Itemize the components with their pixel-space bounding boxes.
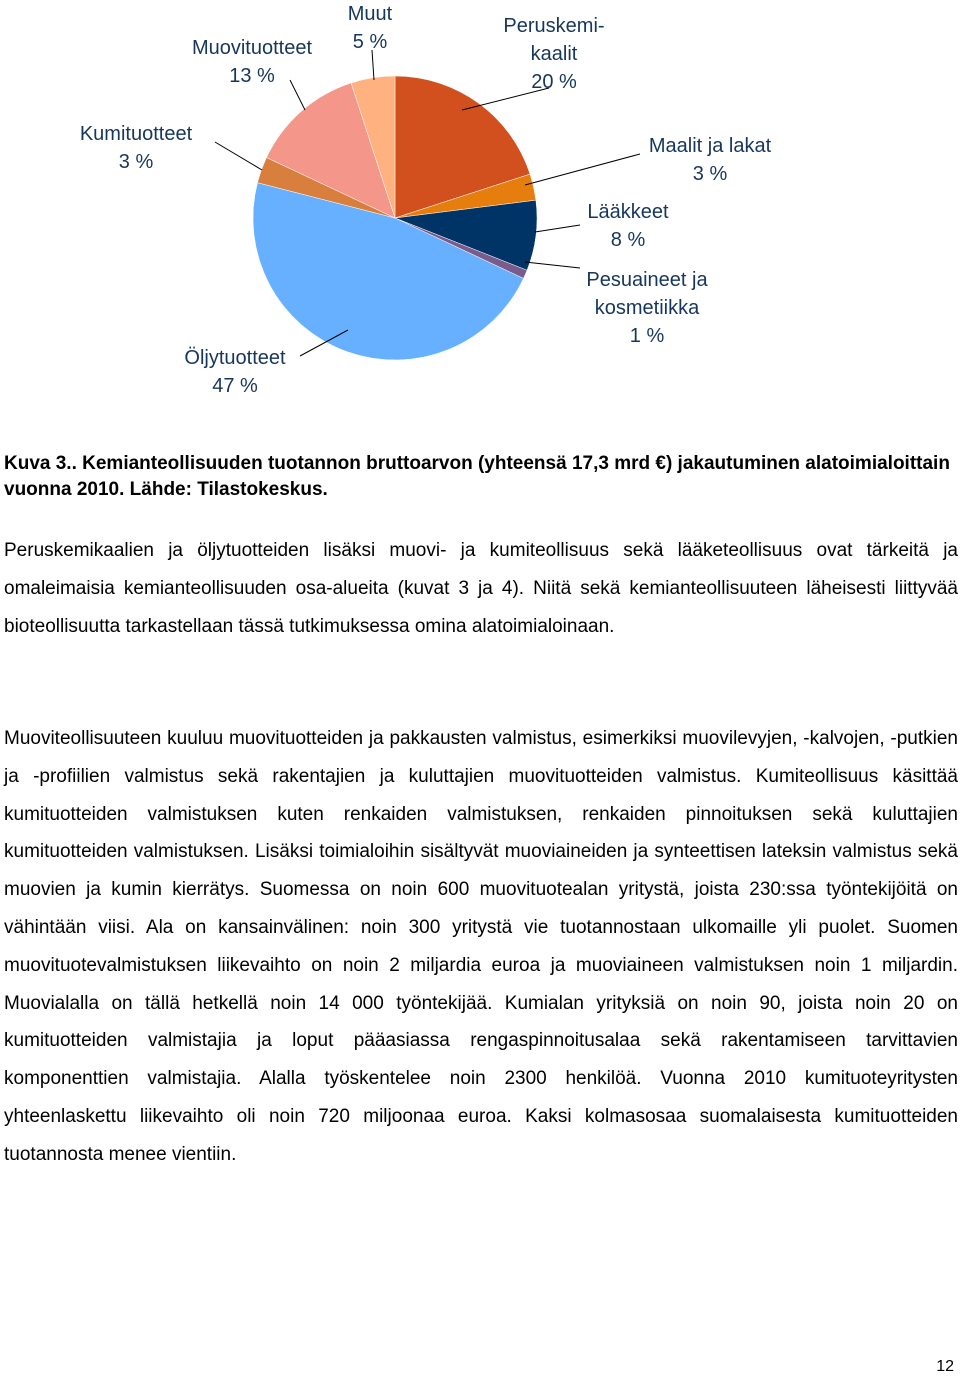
page-number: 12 — [936, 1358, 954, 1375]
slice-label-7: Muut 5 % — [347, 3, 393, 53]
leader-line-7 — [372, 50, 374, 80]
body-paragraph-2: Muoviteollisuuteen kuuluu muovituotteiden ja pakkausten valmistus, esimerkiksi muovilevyjen, -kalvojen, -putkien ja -profiilien valmistus sekä rakentajien ja kuluttajien muovituotteiden valmistus. Kumiteollisuus käsittää kumituotteiden valmistuksen kuten renkaiden valmistuksen, renkaiden pinnoituksen sekä kuluttajien kumituotteiden valmistuksen. Lisäksi toimialoihin sisältyvät muoviaineiden ja synteettisen lateksin valmistus sekä muovien ja kumin kierrätys. Suomessa on noin 600 muovituotealan yritystä, joista 230:ssa työntekijöitä on vähintään viisi. Ala on kansainvälinen: noin 300 yritystä vie tuotannostaan ulkomaille yli puolet. Suomen muovituotevalmistuksen liikevaihto on noin 2 miljardia euroa ja muoviaineen valmistuksen noin 1 miljardin. Muovialalla on tällä hetkellä noin 14 000 työntekijää. Kumialan yrityksiä on noin 90, joista noin 20 on kumituotteiden valmistajia ja loput pääasiassa rengaspinnoitusalaa sekä rakentamiseen tarvittavien komponenttien valmistajia. Alalla työskentelee noin 2300 henkilöä. Vuonna 2010 kumituoteyritysten yhteenlaskettu liikevaihto oli noin 720 miljoonaa euroa. Kaksi kolmasosaa suomalaisesta kumituotteiden tuotannosta menee vientiin. — [4, 728, 958, 1165]
leader-line-6 — [290, 80, 305, 110]
pie-slices — [253, 76, 537, 360]
figure-caption: Kuva 3.. Kemianteollisuuden tuotannon bruttoarvon (yhteensä 17,3 mrd €) jakautuminen alatoimialoittain vuonna 2010. Lähde: Tilastokeskus. — [4, 453, 950, 500]
pie-chart — [0, 0, 960, 410]
slice-label-5: Kumituotteet 3 % — [79, 123, 193, 173]
slice-label-1: Maalit ja lakat 3 % — [648, 135, 772, 185]
slice-label-6: Muovituotteet 13 % — [191, 37, 313, 87]
slice-label-2: Lääkkeet 8 % — [587, 201, 669, 251]
slice-label-3: Pesuaineet ja kosmetiikka 1 % — [586, 269, 708, 347]
slice-label-4: Öljytuotteet 47 % — [184, 347, 286, 397]
leader-line-2 — [535, 225, 580, 232]
leader-line-5 — [215, 142, 262, 170]
slice-label-0: Peruskemi-kaalit 20 % — [503, 15, 605, 93]
leader-line-1 — [525, 154, 640, 185]
body-paragraph-1: Peruskemikaalien ja öljytuotteiden lisäksi muovi- ja kumiteollisuus sekä lääketeollisuus ovat tärkeitä ja omaleimaisia kemianteollisuuden osa-alueita (kuvat 3 ja 4). Niitä sekä kemianteollisuuteen läheisesti liittyvää bioteollisuutta tarkastellaan tässä tutkimuksessa omina alatoimialoinaan. — [4, 540, 958, 637]
leader-line-3 — [525, 262, 580, 268]
